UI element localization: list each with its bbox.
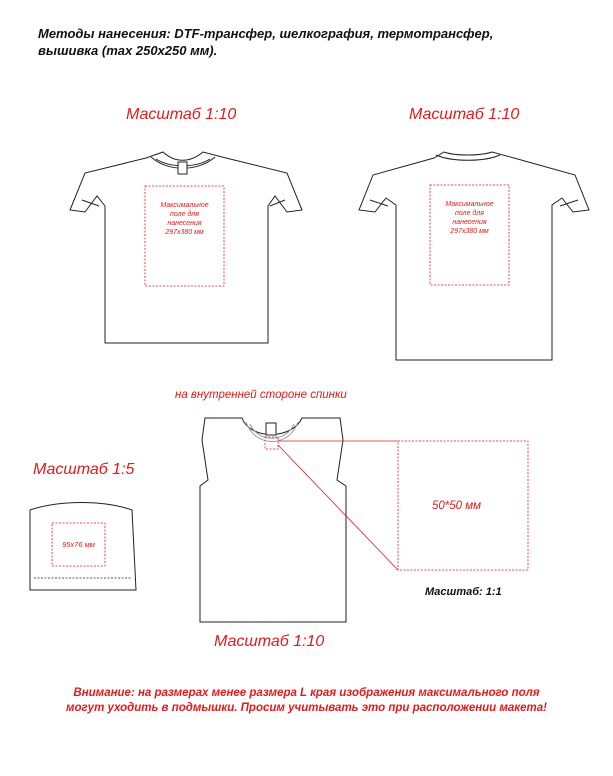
zoom-size-label: 50*50 мм (432, 500, 482, 512)
notice-line-2: могут уходить в подмышки. Просим учитывать это при расположении макета! (66, 702, 547, 714)
sleeve-area-label: 95x76 мм (62, 540, 95, 549)
back-area-label: Максимальное поле для нанесения 297x380 мм (445, 201, 494, 235)
inner-back-caption: на внутренней стороне спинки (175, 389, 347, 401)
front-tshirt-drawing (70, 152, 302, 343)
front-area-label: Максимальное поле для нанесения 297x380 мм (160, 202, 209, 236)
front-scale-label: Масштаб 1:10 (126, 106, 237, 123)
header-line-2: вышивка (max 250x250 мм). (38, 43, 218, 58)
inner-neck-label (266, 423, 276, 435)
front-neck-label (178, 162, 187, 174)
inner-back-drawing (200, 418, 398, 622)
sleeve-scale-label: Масштаб 1:5 (33, 461, 135, 478)
inner-back-scale-label: Масштаб 1:10 (214, 633, 325, 650)
back-tshirt-drawing (359, 152, 589, 360)
header-line-1: Методы нанесения: DTF-трансфер, шелкография, термотрансфер, (38, 26, 494, 41)
zoom-scale-label: Масштаб: 1:1 (425, 586, 502, 598)
back-scale-label: Масштаб 1:10 (409, 106, 520, 123)
notice-line-1: Внимание: на размерах менее размера L края изображения максимального поля (73, 687, 540, 699)
size-warning-notice (0, 686, 613, 716)
